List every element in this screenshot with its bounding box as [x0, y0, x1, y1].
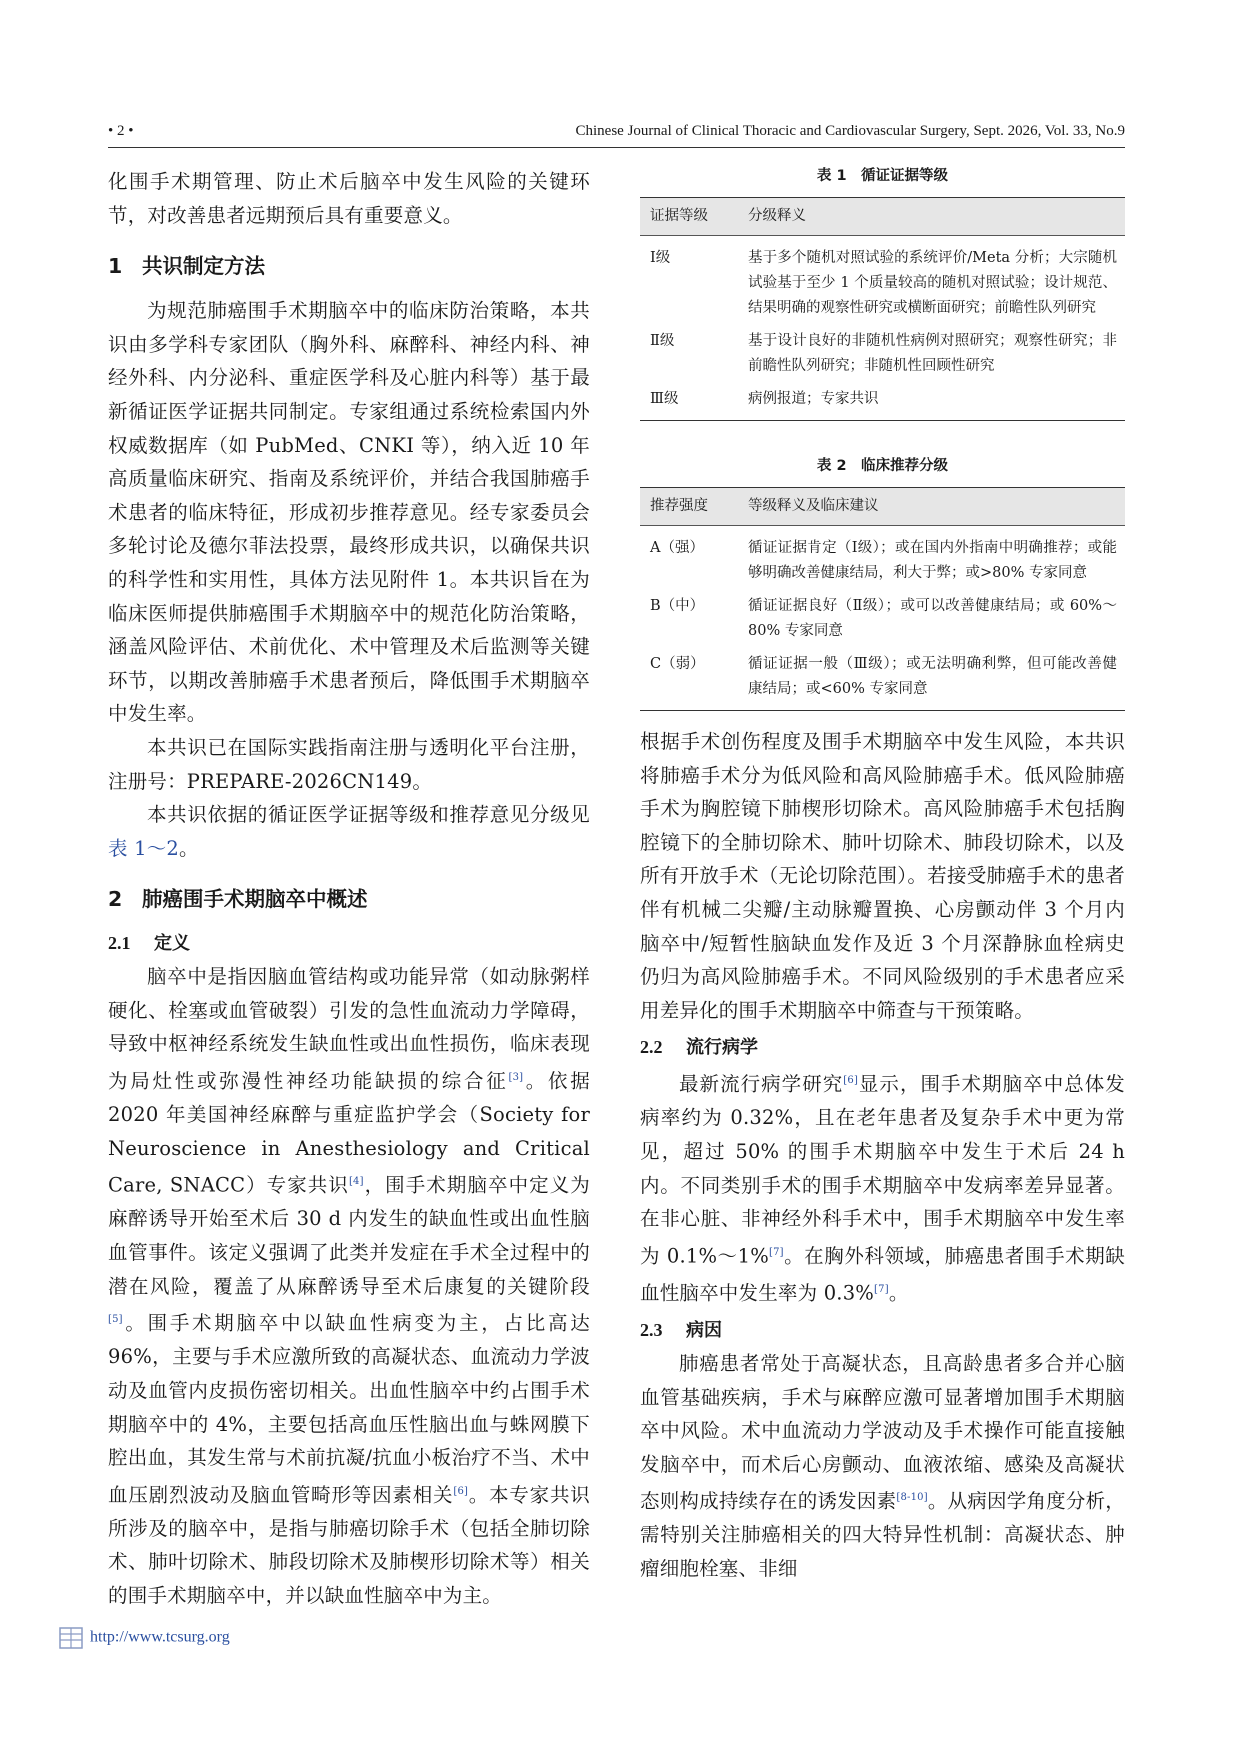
running-header [108, 117, 1125, 148]
text-span: 最新流行病学研究 [679, 1072, 844, 1096]
table-cell: Ⅰ级 [650, 250, 671, 266]
journal-citation: Chinese Journal of Clinical Thoracic and Cardiovascular Surgery, Sept. 2026, Vol. 33, No.9 [575, 123, 1125, 139]
subsection-heading-2-1 [108, 927, 590, 960]
citation-ref[interactable]: [3] [508, 1072, 524, 1084]
table-cell: C（弱） [640, 648, 738, 711]
table-row [640, 236, 1125, 326]
table-1 [640, 197, 1125, 421]
table-header-cell: 证据等级 [640, 198, 738, 236]
paragraph: 根据手术创伤程度及围手术期脑卒中发生风险，本共识将肺癌手术分为低风险和高风险肺癌手术。低风险肺癌手术为胸腔镜下肺楔形切除术。高风险肺癌手术包括胸腔镜下的全肺切除术、肺叶切除术、肺段切除术，以及所有开放手术（无论切除范围）。若接受肺癌手术的患者伴有机械二尖瓣/主动脉瓣置换、心房颤动伴 3 个月内脑卒中/短暂性脑缺血发作及近 3 个月深静脉血栓病史仍归为高风险肺癌手术。不同风险级别的手术患者应采用差异化的围手术期脑卒中筛查与干预策略。 [640, 730, 1125, 1022]
paragraph [640, 1064, 1125, 1310]
table-cell: B（中） [650, 598, 705, 614]
paragraph: 为规范肺癌围手术期脑卒中的临床防治策略，本共识由多学科专家团队（胸外科、麻醉科、神经内科、神经外科、内分泌科、重症医学科及心脏内科等）基于最新循证医学证据共同制定。专家组通过系统检索国内外权威数据库（如 PubMed、CNKI 等），纳入近 10 年高质量临床研究、指南及系统评价，并结合我国肺癌手术患者的临床特征，形成初步推荐意见。经专家委员会多轮讨论及德尔菲法投票，最终形成共识，以确保共识的科学性和实用性，具体方法见附件 1。本共识旨在为临床医师提供肺癌围手术期脑卒中的规范化防治策略，涵盖风险评估、术前优化、术中管理及术后监测等关键环节，以期改善肺癌手术患者预后，降低围手术期脑卒中发生率。 [108, 299, 590, 726]
table-cell: 基于多个随机对照试验的系统评价/Meta 分析；大宗随机试验基于至少 1 个质量较高的随机对照试验；设计规范、结果明确的观察性研究或横断面研究；前瞻性队列研究 [748, 250, 1117, 316]
table-header-cell: 分级释义 [738, 198, 1125, 236]
journal-url-link[interactable]: http://www.tcsurg.org [90, 1628, 230, 1646]
table-2 [640, 487, 1125, 711]
text-span: 本共识依据的循证医学证据等级和推荐意见分级见 [147, 803, 590, 827]
text-span: 脑卒中是指因脑血管结构或功能异常（如动脉粥样硬化、栓塞或血管破裂）引发的急性血流动力学障碍，导致中枢神经系统发生缺血性或出血性损伤，临床表现为局灶性或弥漫性神经功能缺损的综合征 [108, 965, 590, 1093]
text-span: ，围手术期脑卒中定义为麻醉诱导开始至术后 30 d 内发生的缺血性或出血性脑血管事件。该定义强调了此类并发症在手术全过程中的潜在风险，覆盖了从麻醉诱导至术后康复的关键阶段 [108, 1173, 590, 1298]
paragraph: 本共识已在国际实践指南注册与透明化平台注册，注册号：PREPARE-2026CN149。 [108, 735, 590, 793]
section-title: 共识制定方法 [142, 254, 265, 279]
paragraph [108, 960, 590, 1612]
citation-ref[interactable]: [8-10] [896, 1492, 928, 1504]
citation-ref[interactable]: [6] [843, 1075, 859, 1087]
text-span: 显示，围手术期脑卒中总体发病率约为 0.32%，且在老年患者及复杂手术中更为常见，超过 50% 的围手术期脑卒中发生于术后 24 h 内。不同类别手术的围手术期脑卒中发病率差异显著。在非心脏、非神经外科手术中，围手术期脑卒中发生率为 0.1%～1% [640, 1072, 1125, 1268]
table-row [640, 526, 1125, 591]
table-header-cell: 等级释义及临床建议 [738, 488, 1125, 526]
subsection-number: 2.1 [108, 933, 131, 954]
text-span: 。从病因学角度分析，需特别关注肺癌相关的四大特异性机制：高凝状态、肿瘤细胞栓塞、非细 [640, 1489, 1125, 1581]
table-reference-link[interactable]: 表 1～2 [108, 836, 180, 860]
citation-ref[interactable]: [5] [108, 1314, 123, 1326]
paragraph [640, 1347, 1125, 1586]
section-heading-2 [108, 883, 590, 915]
text-span: 。 [179, 836, 199, 860]
paragraph [108, 798, 590, 865]
text-span: 。在胸外科领域，肺癌患者围手术期缺血性脑卒中发生率为 0.3% [640, 1244, 1125, 1305]
table-cell: 病例报道；专家共识 [738, 383, 1125, 421]
table-2-title: 表 2 临床推荐分级 [816, 458, 949, 474]
text-span: 。依据 2020 年美国神经麻醉与重症监护学会（Society for Neuroscience in Anesthesiology and Critical Care, SNACC）专家共识 [108, 1069, 590, 1197]
table-1-title: 表 1 循证证据等级 [816, 168, 949, 184]
text-span: 。围手术期脑卒中以缺血性病变为主，占比高达 96%，主要与手术应激所致的高凝状态、血流动力学波动及血管内皮损伤密切相关。出血性脑卒中约占围手术期脑卒中的 4%，主要包括高血压性脑出血与蛛网膜下腔出血，其发生常与术前抗凝/抗血小板治疗不当、术中血压剧烈波动及脑血管畸形等因素相关 [108, 1311, 590, 1507]
section-heading-1 [108, 250, 590, 282]
table-cell: 基于设计良好的非随机性病例对照研究；观察性研究；非前瞻性队列研究；非随机性回顾性研究 [748, 333, 1117, 374]
journal-logo-icon [58, 1625, 84, 1651]
table-cell: Ⅲ级 [640, 383, 738, 421]
text-span: 肺癌患者常处于高凝状态，且高龄患者多合并心脑血管基础疾病，手术与麻醉应激可显著增加围手术期脑卒中风险。术中血流动力学波动及手术操作可能直接触发脑卒中，而术后心房颤动、血液浓缩、感染及高凝状态则构成持续存在的诱发因素 [640, 1352, 1125, 1513]
subsection-title: 流行病学 [686, 1037, 758, 1059]
subsection-title: 定义 [154, 933, 190, 955]
table-row [640, 648, 1125, 711]
citation-ref[interactable]: [4] [348, 1176, 364, 1188]
text-span: 。 [888, 1281, 909, 1305]
table-header-cell: 推荐强度 [640, 488, 738, 526]
subsection-title: 病因 [686, 1320, 722, 1341]
table-row [640, 383, 1125, 421]
subsection-number: 2.2 [640, 1037, 663, 1058]
citation-ref[interactable]: [6] [453, 1485, 469, 1497]
citation-ref[interactable]: [7] [768, 1246, 784, 1258]
section-number: 2 [108, 887, 123, 912]
section-title: 肺癌围手术期脑卒中概述 [142, 887, 368, 912]
page-footer [58, 1625, 230, 1651]
right-column [640, 165, 1125, 1586]
section-number: 1 [108, 254, 123, 279]
table-cell: 循证证据良好（Ⅱ级）；或可以改善健康结局；或 60%～80% 专家同意 [748, 598, 1117, 639]
table-row [640, 590, 1125, 648]
table-row [640, 325, 1125, 383]
page-number: • 2 • [108, 123, 134, 139]
table-cell: A（强） [650, 540, 704, 556]
table-cell: Ⅱ级 [650, 333, 675, 349]
table-cell: 循证证据肯定（Ⅰ级）；或在国内外指南中明确推荐；或能够明确改善健康结局，利大于弊；或>80% 专家同意 [748, 540, 1117, 581]
citation-ref[interactable]: [7] [874, 1283, 889, 1295]
paragraph: 化围手术期管理、防止术后脑卒中发生风险的关键环节，对改善患者远期预后具有重要意义。 [108, 170, 590, 227]
subsection-heading-2-2 [640, 1031, 1125, 1064]
text-span: 。本专家共识所涉及的脑卒中，是指与肺癌切除手术（包括全肺切除术、肺叶切除术、肺段切除术及肺楔形切除术等）相关的围手术期脑卒中，并以缺血性脑卒中为主。 [108, 1483, 590, 1607]
table-header-row [640, 488, 1125, 526]
subsection-heading-2-3 [640, 1314, 1125, 1347]
left-column [108, 165, 590, 1613]
table-header-row [640, 198, 1125, 236]
table-cell: 循证证据一般（Ⅲ级）；或无法明确利弊，但可能改善健康结局；或<60% 专家同意 [738, 648, 1125, 711]
subsection-number: 2.3 [640, 1320, 663, 1340]
